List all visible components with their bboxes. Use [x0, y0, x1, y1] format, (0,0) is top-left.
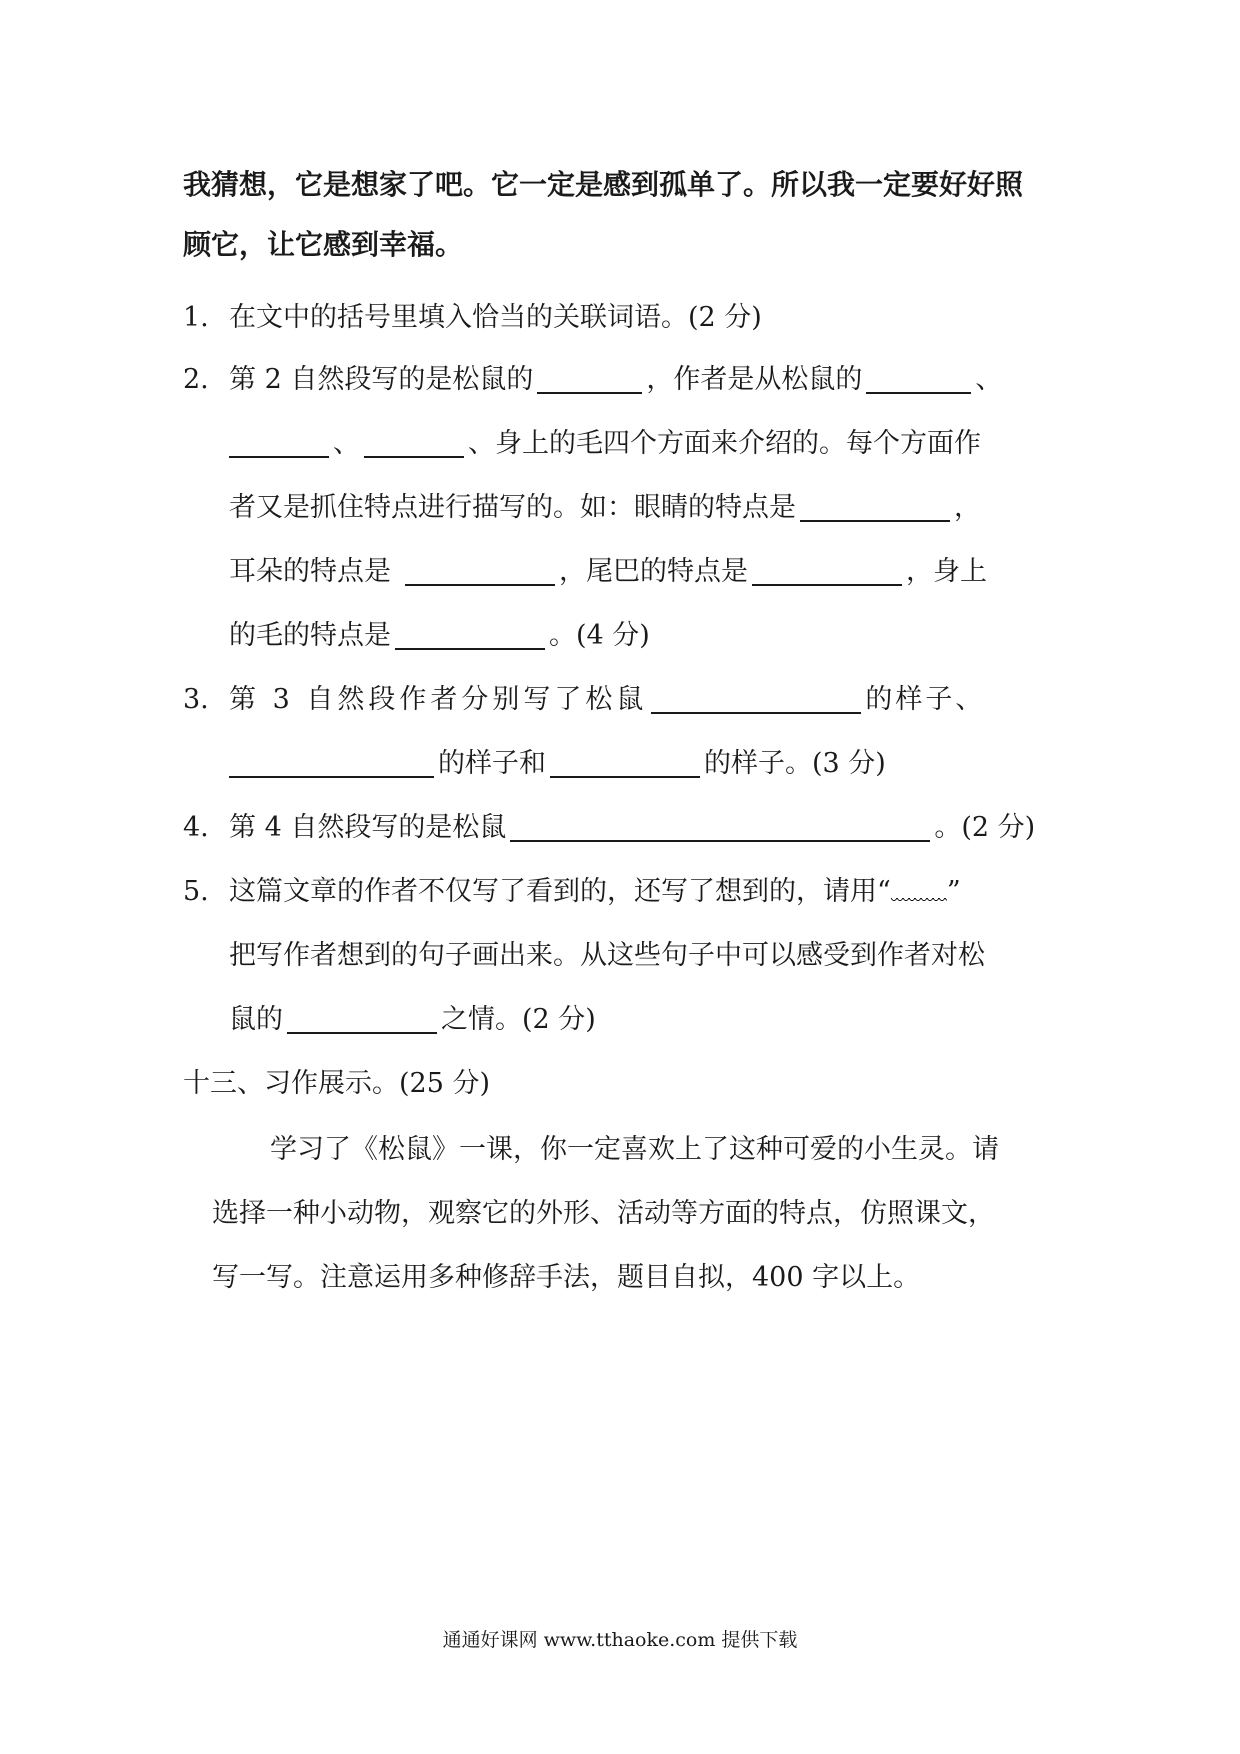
answer-blank[interactable]: [229, 428, 329, 458]
question-text: 这篇文章的作者不仅写了看到的，还写了想到的，请用“: [229, 876, 891, 907]
answer-blank[interactable]: [229, 748, 434, 778]
question-text: ，作者是从松鼠的: [646, 364, 863, 395]
question-text: 、: [333, 428, 360, 459]
question-5-line-2: 把写作者想到的句子画出来。从这些句子中可以感受到作者对松: [229, 940, 985, 971]
question-2-line-4: [229, 552, 1240, 592]
question-text: 、身上的毛四个方面来介绍的。每个方面作: [468, 428, 981, 459]
question-text: 耳朵的特点是: [229, 556, 391, 587]
question-text: 。(4 分): [549, 620, 650, 651]
answer-blank[interactable]: [800, 492, 950, 522]
question-3-line-2: [229, 744, 1240, 784]
question-text: ”: [946, 876, 961, 907]
question-text: 在文中的括号里填入恰当的关联词语。(2 分): [229, 302, 762, 333]
answer-blank[interactable]: [510, 812, 930, 842]
question-number: 4.: [183, 812, 209, 843]
question-2-line-1: [183, 360, 1240, 400]
question-number: 1.: [183, 302, 209, 333]
question-text: 、: [975, 364, 1003, 395]
answer-blank[interactable]: [651, 684, 861, 714]
answer-blank[interactable]: [752, 556, 902, 586]
question-3-line-1: [183, 680, 1240, 720]
question-text: 的样子、: [865, 684, 986, 715]
question-text: 。(2 分): [934, 812, 1036, 843]
answer-blank[interactable]: [866, 364, 971, 394]
answer-blank[interactable]: [550, 748, 700, 778]
passage-line-2: 顾它，让它感到幸福。: [183, 228, 464, 261]
question-text: 第 3 自然段作者分别写了松鼠: [229, 684, 648, 715]
question-number: 5.: [183, 876, 209, 907]
question-text: 鼠的: [229, 1004, 283, 1035]
question-text: 第 4 自然段写的是松鼠: [229, 812, 507, 843]
question-text: 之情。(2 分): [441, 1004, 596, 1035]
question-text: ，身上: [906, 556, 987, 587]
section-13-paragraph-line-1: 学习了《松鼠》一课，你一定喜欢上了这种可爱的小生灵。请: [270, 1134, 999, 1165]
section-13-paragraph-line-2: 选择一种小动物，观察它的外形、活动等方面的特点，仿照课文，: [212, 1198, 995, 1229]
question-2-line-3: [229, 488, 1240, 528]
answer-blank[interactable]: [537, 364, 642, 394]
section-13-paragraph-line-3: 写一写。注意运用多种修辞手法，题目自拟，400 字以上。: [212, 1262, 921, 1293]
question-text: 的样子和: [438, 748, 546, 779]
answer-blank[interactable]: [364, 428, 464, 458]
wavy-underline-symbol: [891, 890, 947, 902]
answer-blank[interactable]: [287, 1004, 437, 1034]
question-number: 3.: [183, 684, 209, 715]
section-13-title: 十三、习作展示。(25 分): [183, 1068, 491, 1099]
question-text: 的样子。(3 分): [704, 748, 886, 779]
footer-source: 通通好课网 www.tthaoke.com 提供下载: [442, 1629, 798, 1651]
passage-line-1: 我猜想，它是想家了吧。它一定是感到孤单了。所以我一定要好好照: [183, 168, 1024, 201]
question-number: 2.: [183, 364, 209, 395]
question-1: [183, 298, 1240, 338]
question-5-line-1: [183, 872, 1240, 912]
answer-blank[interactable]: [405, 556, 555, 586]
answer-blank[interactable]: [395, 620, 545, 650]
question-text: 者又是抓住特点进行描写的。如：眼睛的特点是: [229, 492, 796, 523]
question-text: 第 2 自然段写的是松鼠的: [229, 364, 534, 395]
question-text: 的毛的特点是: [229, 620, 391, 651]
question-text: ，: [954, 492, 981, 523]
question-5-line-3: [229, 1000, 1240, 1040]
question-2-line-2: [229, 424, 1240, 464]
question-2-line-5: [229, 616, 1240, 656]
question-4: [183, 808, 1240, 848]
question-text: ，尾巴的特点是: [559, 556, 748, 587]
